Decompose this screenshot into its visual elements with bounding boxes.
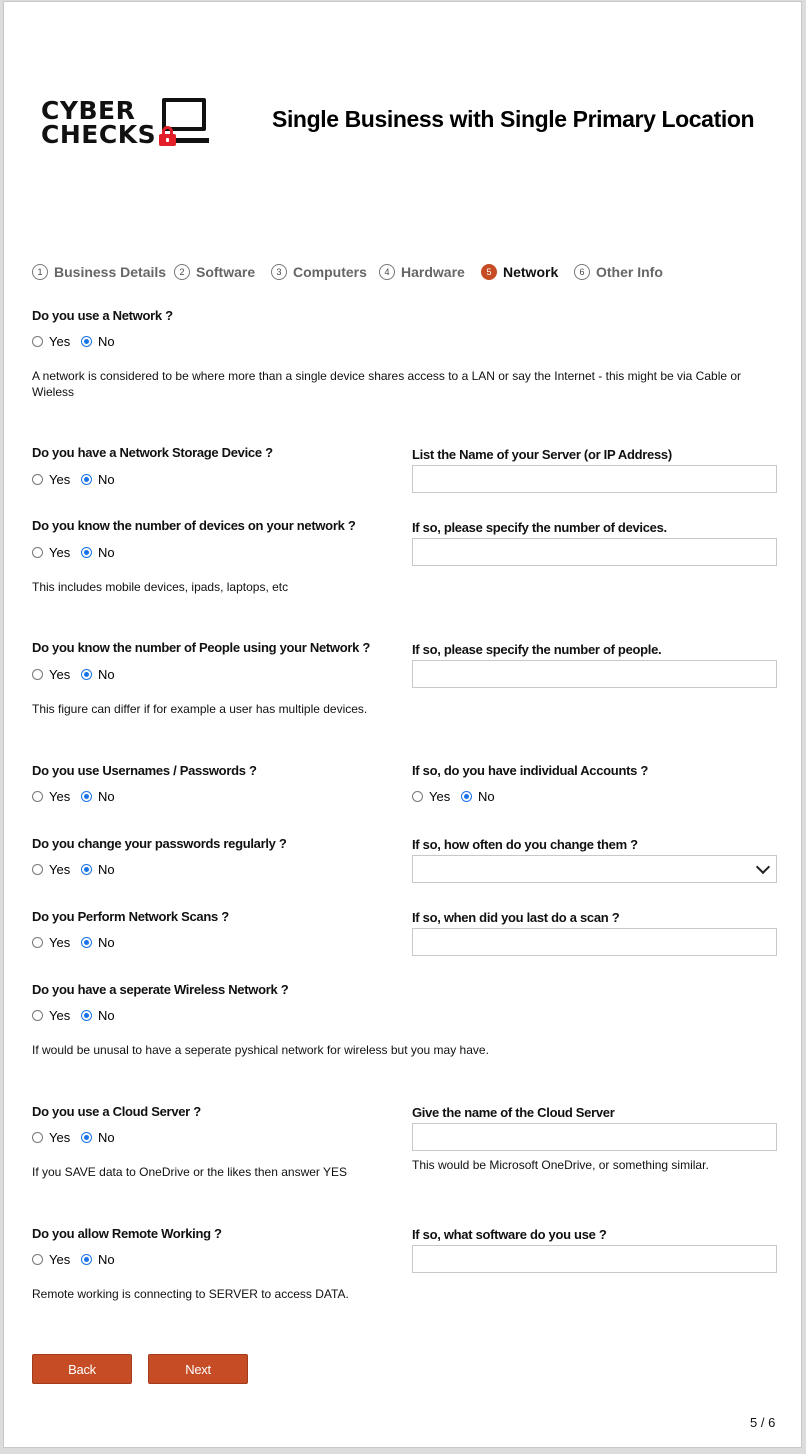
radio-people-no[interactable] [81,667,115,682]
radio-label: Yes [49,1008,71,1023]
radio-cloud-yes[interactable] [32,1130,70,1145]
radio-label: Yes [49,545,71,560]
question-remote-working: Do you allow Remote Working ? [32,1226,222,1241]
step-number: 6 [574,264,590,280]
radio-label: Yes [49,334,71,349]
question-number-people: Do you know the number of People using your Network ? [32,640,371,655]
radio-checked-icon [81,547,92,558]
radio-label: No [98,935,115,950]
radio-label: No [98,545,115,560]
form-page [3,1,802,1448]
step-number: 5 [481,264,497,280]
logo-line-1: CYBER [41,96,136,125]
radio-usernames-no[interactable] [81,789,115,804]
radio-unchecked-icon [32,1254,43,1265]
radio-wireless-no[interactable] [81,1008,115,1023]
radio-label: Yes [49,1130,71,1145]
chevron-down-icon [756,860,770,874]
question-usernames: Do you use Usernames / Passwords ? [32,763,257,778]
help-network: A network is considered to be where more than a single device shares access to a LAN or say the Internet - this might be via Cable or Wieless [32,369,742,399]
radio-network-no[interactable] [81,334,115,349]
radio-label: No [98,334,115,349]
radio-passwords-no[interactable] [81,862,115,877]
step-label: Computers [293,264,367,280]
step-label: Other Info [596,264,663,280]
question-network-scans: Do you Perform Network Scans ? [32,909,229,924]
radio-label: Yes [49,935,71,950]
step-label: Business Details [54,264,167,280]
radio-scans-no[interactable] [81,935,115,950]
help-devices: This includes mobile devices, ipads, laptops, etc [32,580,289,594]
radio-storage-yes[interactable] [32,472,70,487]
question-number-devices: Do you know the number of devices on your network ? [32,518,356,533]
radio-checked-icon [81,1010,92,1021]
radio-unchecked-icon [32,547,43,558]
radio-checked-icon [81,669,92,680]
radio-remote-yes[interactable] [32,1252,70,1267]
question-use-network: Do you use a Network ? [32,308,173,323]
password-frequency-select[interactable] [412,855,777,883]
page-title: Single Business with Single Primary Location [272,106,755,132]
radio-checked-icon [461,791,472,802]
radio-checked-icon [81,1254,92,1265]
radio-storage-no[interactable] [81,472,115,487]
server-name-input[interactable] [412,465,777,493]
question-cloud-server: Do you use a Cloud Server ? [32,1104,201,1119]
radio-unchecked-icon [32,791,43,802]
radio-passwords-yes[interactable] [32,862,70,877]
radio-unchecked-icon [32,336,43,347]
radio-remote-no[interactable] [81,1252,115,1267]
label-number-people: If so, please specify the number of people. [412,642,662,657]
radio-unchecked-icon [412,791,423,802]
help-remote: Remote working is connecting to SERVER to access DATA. [32,1287,349,1301]
step-number: 1 [32,264,48,280]
radio-label: No [98,472,115,487]
question-network-storage: Do you have a Network Storage Device ? [32,445,273,460]
radio-checked-icon [81,864,92,875]
step-hardware[interactable] [379,264,465,280]
label-last-scan: If so, when did you last do a scan ? [412,910,620,925]
radio-label: No [98,1252,115,1267]
radio-accounts-yes[interactable] [412,789,450,804]
radio-label: No [478,789,495,804]
radio-unchecked-icon [32,474,43,485]
help-cloud-field: This would be Microsoft OneDrive, or something similar. [412,1158,709,1172]
help-people: This figure can differ if for example a user has multiple devices. [32,702,368,716]
radio-label: No [98,862,115,877]
logo-line-2: CHECKS [41,120,157,149]
radio-checked-icon [81,474,92,485]
label-number-devices: If so, please specify the number of devices. [412,520,667,535]
radio-label: No [98,1008,115,1023]
step-computers[interactable] [271,264,367,280]
step-number: 4 [379,264,395,280]
label-server-name: List the Name of your Server (or IP Address) [412,447,672,462]
radio-unchecked-icon [32,937,43,948]
step-label: Hardware [401,264,465,280]
radio-unchecked-icon [32,864,43,875]
radio-label: No [98,1130,115,1145]
radio-devices-yes[interactable] [32,545,70,560]
radio-scans-yes[interactable] [32,935,70,950]
radio-label: Yes [49,472,71,487]
radio-label: Yes [49,1252,71,1267]
step-label: Network [503,264,559,280]
radio-unchecked-icon [32,1010,43,1021]
radio-unchecked-icon [32,1132,43,1143]
radio-usernames-yes[interactable] [32,789,70,804]
radio-checked-icon [81,336,92,347]
radio-label: Yes [49,862,71,877]
step-number: 2 [174,264,190,280]
question-change-passwords: Do you change your passwords regularly ? [32,836,287,851]
label-password-frequency: If so, how often do you change them ? [412,837,638,852]
number-devices-input[interactable] [412,538,777,566]
step-network[interactable] [481,264,558,280]
page-indicator: 5 / 6 [750,1415,776,1430]
radio-label: No [98,789,115,804]
monitor-base-icon [176,138,209,143]
radio-checked-icon [81,937,92,948]
label-cloud-server-name: Give the name of the Cloud Server [412,1105,615,1120]
radio-label: Yes [49,667,71,682]
number-people-input[interactable] [412,660,777,688]
radio-accounts-no[interactable] [461,789,495,804]
remote-software-input[interactable] [412,1245,777,1273]
radio-unchecked-icon [32,669,43,680]
step-number: 3 [271,264,287,280]
radio-checked-icon [81,1132,92,1143]
radio-devices-no[interactable] [81,545,115,560]
radio-label: Yes [429,789,451,804]
lock-icon [159,126,176,144]
radio-wireless-yes[interactable] [32,1008,70,1023]
help-cloud: If you SAVE data to OneDrive or the likes then answer YES [32,1165,348,1179]
radio-label: No [98,667,115,682]
cyber-checks-logo [41,96,211,150]
question-wireless-network: Do you have a seperate Wireless Network ? [32,982,289,997]
help-wireless: If would be unusal to have a seperate pyshical network for wireless but you may have. [32,1043,489,1057]
next-button[interactable]: Next [148,1354,248,1384]
step-business-details[interactable] [32,264,166,280]
radio-label: Yes [49,789,71,804]
back-button[interactable]: Back [32,1354,132,1384]
radio-people-yes[interactable] [32,667,70,682]
step-software[interactable] [174,264,255,280]
radio-checked-icon [81,791,92,802]
cloud-server-name-input[interactable] [412,1123,777,1151]
step-other-info[interactable] [574,264,663,280]
label-remote-software: If so, what software do you use ? [412,1227,607,1242]
last-scan-input[interactable] [412,928,777,956]
radio-network-yes[interactable] [32,334,70,349]
label-individual-accounts: If so, do you have individual Accounts ? [412,763,648,778]
step-label: Software [196,264,256,280]
radio-cloud-no[interactable] [81,1130,115,1145]
